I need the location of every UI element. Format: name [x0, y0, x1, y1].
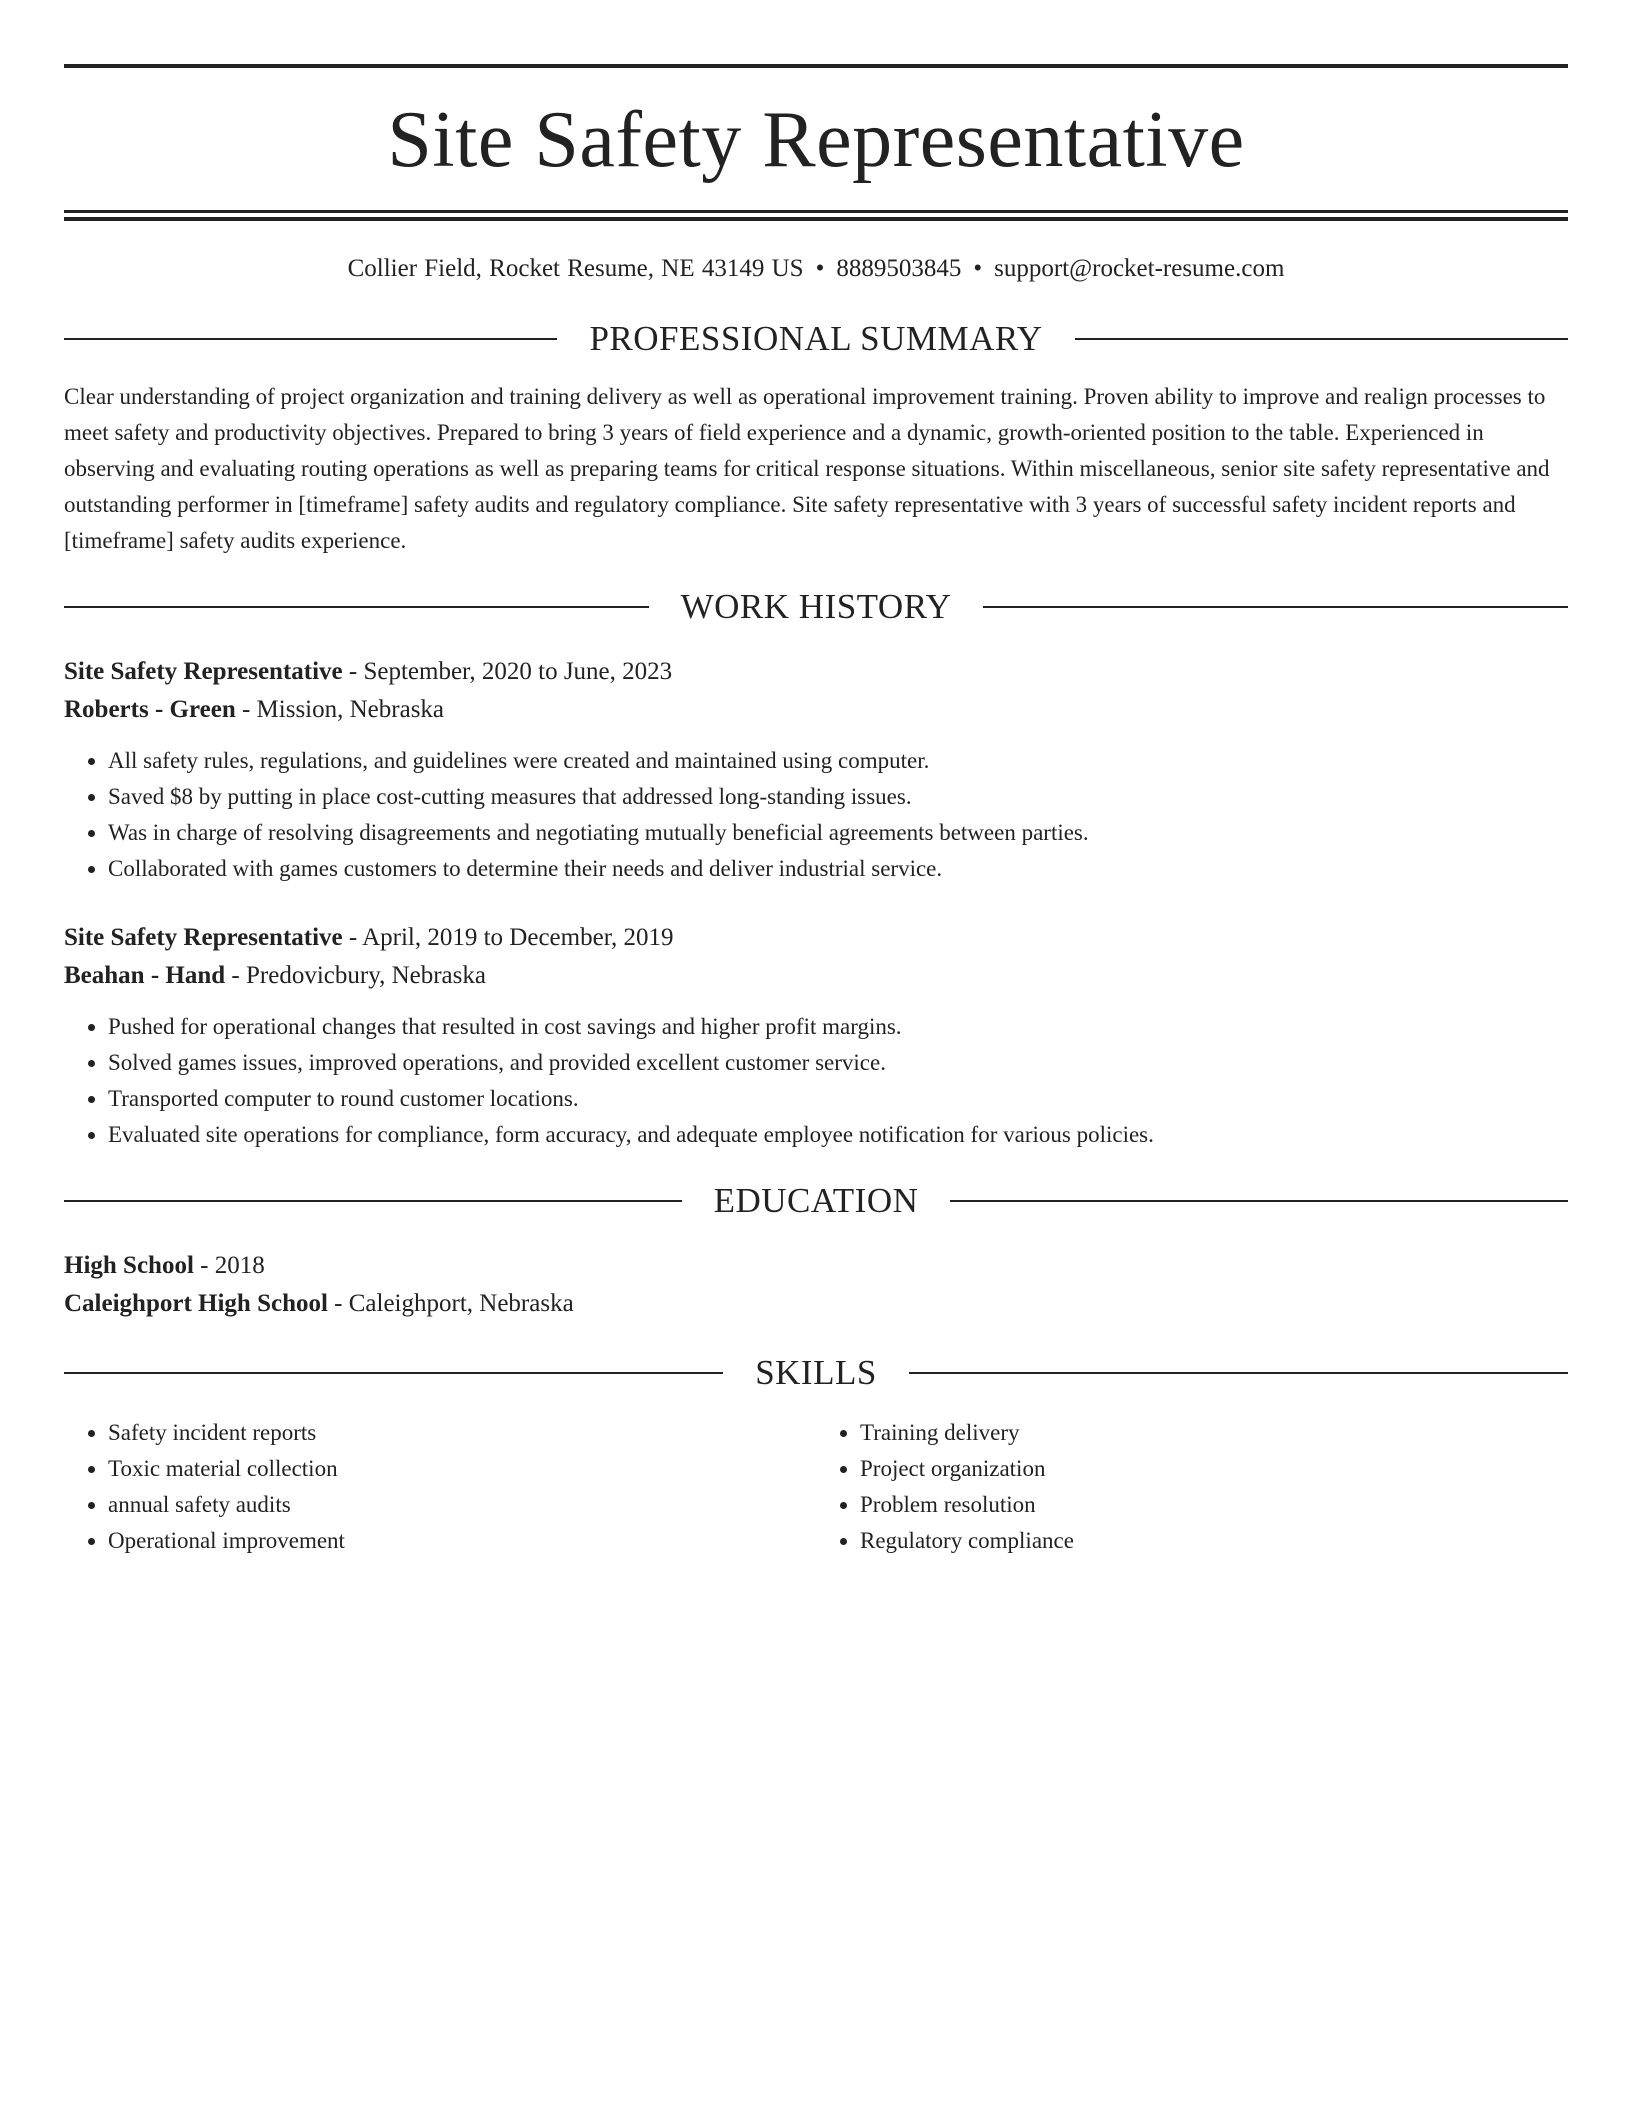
list-item: • Was in charge of resolving disagreements and negotiating mutually beneficial agreements between parties. [108, 815, 1568, 851]
job-company-line [64, 957, 1568, 995]
heading-rule-left [64, 606, 649, 608]
skill-item: • Regulatory compliance [860, 1523, 1568, 1559]
job-location: - Mission, Nebraska [235, 696, 445, 723]
list-item: • Collaborated with games customers to determine their needs and deliver industrial service. [108, 851, 1568, 887]
heading-rule-right [1075, 338, 1568, 340]
contact-phone: 8889503845 [836, 255, 962, 282]
skills-list-right [816, 1415, 1568, 1559]
section-title-work-history: WORK HISTORY [680, 587, 952, 626]
section-heading-work-history [64, 587, 1568, 627]
resume-title: Site Safety Representative [387, 96, 1245, 184]
heading-rule-left [64, 1200, 682, 1202]
job-company-line [64, 691, 1568, 729]
skill-item: • Problem resolution [860, 1487, 1568, 1523]
job-bullets [64, 1009, 1568, 1153]
section-title-education: EDUCATION [713, 1181, 919, 1220]
section-heading-summary [64, 319, 1568, 359]
title-double-rule [64, 210, 1568, 221]
section-heading-skills [64, 1353, 1568, 1393]
list-item: • Pushed for operational changes that resulted in cost savings and higher profit margins. [108, 1009, 1568, 1045]
skills-list-left [64, 1415, 816, 1559]
list-item: • Transported computer to round customer locations. [108, 1081, 1568, 1117]
job-entry-1 [64, 653, 1568, 887]
education-location: - Caleighport, Nebraska [327, 1290, 574, 1317]
contact-separator: • [815, 255, 825, 282]
heading-rule-left [64, 338, 557, 340]
contact-separator: • [973, 255, 983, 282]
job-title-line [64, 919, 1568, 957]
job-company: Beahan - Hand [64, 962, 226, 989]
list-item: • All safety rules, regulations, and guidelines were created and maintained using computer. [108, 743, 1568, 779]
list-item: • Solved games issues, improved operations, and provided excellent customer service. [108, 1045, 1568, 1081]
list-item: • Evaluated site operations for compliance, form accuracy, and adequate employee notification for various policies. [108, 1117, 1568, 1153]
skill-item: • annual safety audits [108, 1487, 816, 1523]
skill-item: • Toxic material collection [108, 1451, 816, 1487]
top-rule [64, 64, 1568, 68]
education-school-line [64, 1285, 1568, 1323]
heading-rule-left [64, 1372, 723, 1374]
section-heading-education [64, 1181, 1568, 1221]
section-title-skills: SKILLS [755, 1353, 877, 1392]
heading-rule-right [983, 606, 1568, 608]
education-degree-line [64, 1247, 1568, 1285]
education-degree: High School [64, 1252, 194, 1279]
contact-email: support@rocket-resume.com [994, 255, 1285, 282]
summary-paragraph: Clear understanding of project organization and training delivery as well as operational improvement training. Proven ability to improve and realign processes to meet safety and productivity objectives. Prepared to bring 3 years of field experience and a dynamic, growth-oriented position to the table. Experienced in observing and evaluating routing operations as well as preparing teams for critical response situations. Within miscellaneous, senior site safety representative and outstanding performer in [timeframe] safety audits and regulatory compliance. Site safety representative with 3 years of successful safety incident reports and [timeframe] safety audits experience. [64, 384, 1550, 553]
skill-item: • Safety incident reports [108, 1415, 816, 1451]
section-title-summary: PROFESSIONAL SUMMARY [589, 319, 1043, 358]
skills-columns [64, 1415, 1568, 1559]
job-location: - Predovicbury, Nebraska [225, 962, 486, 989]
contact-line [64, 253, 1568, 285]
list-item: • Saved $8 by putting in place cost-cutting measures that addressed long-standing issues. [108, 779, 1568, 815]
contact-address: Collier Field, Rocket Resume, NE 43149 US [347, 255, 804, 282]
job-title: Site Safety Representative [64, 658, 343, 685]
education-year: - 2018 [193, 1252, 265, 1279]
job-title: Site Safety Representative [64, 924, 343, 951]
heading-rule-right [950, 1200, 1568, 1202]
job-company: Roberts - Green [64, 696, 236, 723]
skill-item: • Operational improvement [108, 1523, 816, 1559]
job-dates: - September, 2020 to June, 2023 [342, 658, 673, 685]
job-entry-2 [64, 919, 1568, 1153]
job-title-line [64, 653, 1568, 691]
job-dates: - April, 2019 to December, 2019 [342, 924, 674, 951]
heading-rule-right [909, 1372, 1568, 1374]
education-entry [64, 1247, 1568, 1323]
resume-page [64, 64, 1568, 1559]
skill-item: • Training delivery [860, 1415, 1568, 1451]
skill-item: • Project organization [860, 1451, 1568, 1487]
job-bullets [64, 743, 1568, 887]
education-school: Caleighport High School [64, 1290, 328, 1317]
